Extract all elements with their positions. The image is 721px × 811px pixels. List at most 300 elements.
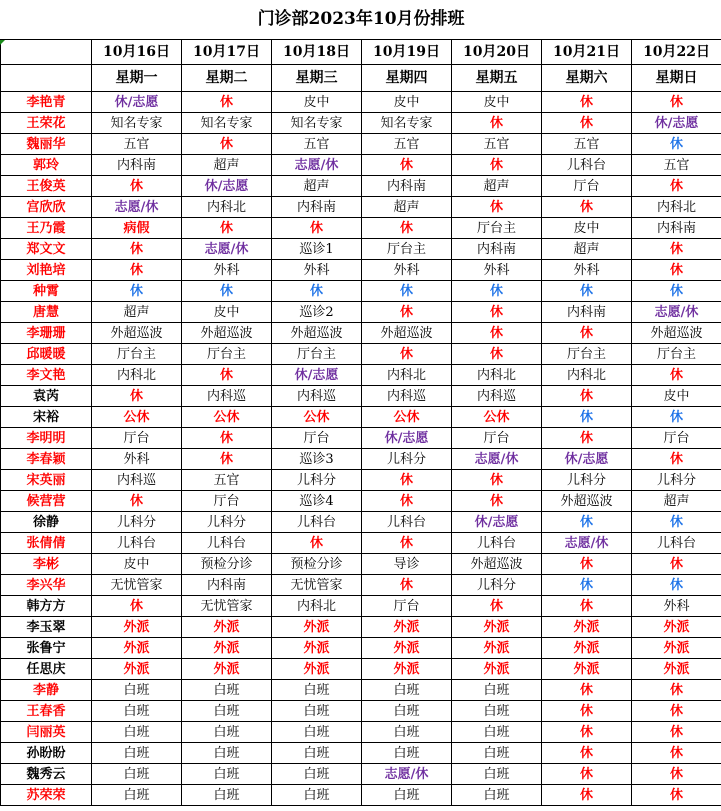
staff-name-cell: 李玉翠 xyxy=(1,617,92,638)
shift-cell: 休 xyxy=(182,134,272,155)
shift-cell: 休 xyxy=(632,722,721,743)
shift-cell: 白班 xyxy=(92,701,182,722)
shift-cell: 休 xyxy=(542,575,632,596)
table-row xyxy=(1,239,721,260)
table-row xyxy=(1,176,721,197)
shift-cell: 白班 xyxy=(92,743,182,764)
staff-name-cell: 李珊珊 xyxy=(1,323,92,344)
shift-cell: 休 xyxy=(632,365,721,386)
shift-cell: 休 xyxy=(542,596,632,617)
shift-cell: 休 xyxy=(542,197,632,218)
shift-cell: 休 xyxy=(362,281,452,302)
shift-cell: 休 xyxy=(452,155,542,176)
weekday-header-cell: 星期三 xyxy=(272,65,362,92)
shift-cell: 超声 xyxy=(452,176,542,197)
shift-cell: 皮中 xyxy=(182,302,272,323)
shift-cell: 休/志愿 xyxy=(632,113,721,134)
shift-cell: 儿科台 xyxy=(632,533,721,554)
table-row xyxy=(1,113,721,134)
shift-cell: 儿科台 xyxy=(182,533,272,554)
shift-cell: 公休 xyxy=(452,407,542,428)
weekday-header-cell: 星期二 xyxy=(182,65,272,92)
shift-cell: 休 xyxy=(632,407,721,428)
staff-name-cell: 宫欣欣 xyxy=(1,197,92,218)
shift-cell: 外科 xyxy=(272,260,362,281)
shift-cell: 皮中 xyxy=(452,92,542,113)
shift-cell: 休 xyxy=(632,743,721,764)
shift-cell: 休 xyxy=(452,323,542,344)
shift-cell: 休 xyxy=(632,449,721,470)
staff-name-cell: 王荣花 xyxy=(1,113,92,134)
shift-cell: 儿科台 xyxy=(362,512,452,533)
shift-cell: 巡诊4 xyxy=(272,491,362,512)
shift-cell: 休 xyxy=(542,554,632,575)
shift-cell: 儿科台 xyxy=(542,155,632,176)
shift-cell: 内科南 xyxy=(452,239,542,260)
shift-cell: 休 xyxy=(632,260,721,281)
shift-cell: 白班 xyxy=(272,743,362,764)
table-row xyxy=(1,344,721,365)
shift-cell: 白班 xyxy=(452,764,542,785)
staff-name-cell: 王乃霞 xyxy=(1,218,92,239)
shift-cell: 休 xyxy=(452,281,542,302)
staff-name-cell: 徐静 xyxy=(1,512,92,533)
staff-name-cell: 李彬 xyxy=(1,554,92,575)
shift-cell: 超声 xyxy=(362,197,452,218)
table-row xyxy=(1,617,721,638)
shift-cell: 厅台主 xyxy=(632,344,721,365)
shift-cell: 休 xyxy=(92,491,182,512)
shift-cell: 厅台主 xyxy=(362,239,452,260)
shift-cell: 休 xyxy=(92,386,182,407)
shift-cell: 外科 xyxy=(452,260,542,281)
shift-cell: 休 xyxy=(632,575,721,596)
shift-cell: 内科北 xyxy=(92,365,182,386)
shift-cell: 休 xyxy=(92,239,182,260)
shift-cell: 休 xyxy=(362,218,452,239)
shift-cell: 白班 xyxy=(272,701,362,722)
shift-cell: 休 xyxy=(182,281,272,302)
shift-cell: 志愿/休 xyxy=(452,449,542,470)
shift-cell: 白班 xyxy=(272,764,362,785)
shift-cell: 超声 xyxy=(632,491,721,512)
shift-cell: 厅台 xyxy=(452,428,542,449)
shift-cell: 无忧管家 xyxy=(92,575,182,596)
shift-cell: 休 xyxy=(92,176,182,197)
corner-cell xyxy=(1,40,92,65)
shift-cell: 厅台 xyxy=(272,428,362,449)
shift-cell: 知名专家 xyxy=(182,113,272,134)
staff-name-cell: 张鲁宁 xyxy=(1,638,92,659)
shift-cell: 外派 xyxy=(182,617,272,638)
shift-cell: 休 xyxy=(362,344,452,365)
shift-cell: 儿科台 xyxy=(272,512,362,533)
table-row xyxy=(1,512,721,533)
table-row xyxy=(1,785,721,806)
shift-cell: 白班 xyxy=(182,764,272,785)
date-header-cell: 10月18日 xyxy=(272,40,362,65)
shift-cell: 外派 xyxy=(182,638,272,659)
shift-cell: 休/志愿 xyxy=(182,176,272,197)
sheet-title: 门诊部2023年10月份排班 xyxy=(1,0,721,40)
staff-name-cell: 李明明 xyxy=(1,428,92,449)
shift-cell: 厅台主 xyxy=(452,218,542,239)
shift-cell: 五官 xyxy=(92,134,182,155)
shift-cell: 外派 xyxy=(452,638,542,659)
shift-cell: 外派 xyxy=(362,638,452,659)
shift-cell: 厅台 xyxy=(542,176,632,197)
shift-cell: 五官 xyxy=(452,134,542,155)
shift-cell: 休 xyxy=(272,218,362,239)
shift-cell: 公休 xyxy=(362,407,452,428)
shift-cell: 志愿/休 xyxy=(542,533,632,554)
staff-name-cell: 苏荣荣 xyxy=(1,785,92,806)
table-row xyxy=(1,743,721,764)
shift-cell: 外派 xyxy=(92,638,182,659)
table-row xyxy=(1,92,721,113)
shift-cell: 皮中 xyxy=(92,554,182,575)
staff-name-cell: 郭玲 xyxy=(1,155,92,176)
shift-cell: 外派 xyxy=(632,617,721,638)
shift-cell: 休 xyxy=(92,281,182,302)
shift-cell: 休 xyxy=(542,701,632,722)
shift-cell: 皮中 xyxy=(272,92,362,113)
shift-cell: 休 xyxy=(92,260,182,281)
table-row xyxy=(1,134,721,155)
table-row xyxy=(1,197,721,218)
shift-cell: 休 xyxy=(542,113,632,134)
shift-cell: 厅台 xyxy=(182,491,272,512)
shift-cell: 休 xyxy=(632,176,721,197)
shift-cell: 外超巡波 xyxy=(542,491,632,512)
table-row xyxy=(1,428,721,449)
shift-cell: 无忧管家 xyxy=(182,596,272,617)
shift-cell: 儿科台 xyxy=(92,533,182,554)
table-row xyxy=(1,575,721,596)
shift-cell: 休 xyxy=(182,428,272,449)
shift-cell: 外科 xyxy=(362,260,452,281)
shift-cell: 五官 xyxy=(542,134,632,155)
shift-cell: 厅台 xyxy=(92,428,182,449)
staff-name-cell: 宋英丽 xyxy=(1,470,92,491)
shift-cell: 外科 xyxy=(542,260,632,281)
shift-cell: 内科巡 xyxy=(452,386,542,407)
staff-name-cell: 刘艳培 xyxy=(1,260,92,281)
shift-cell: 外派 xyxy=(92,617,182,638)
staff-name-cell: 魏秀云 xyxy=(1,764,92,785)
shift-cell: 内科北 xyxy=(542,365,632,386)
shift-cell: 休 xyxy=(542,743,632,764)
shift-cell: 公休 xyxy=(92,407,182,428)
shift-cell: 白班 xyxy=(452,722,542,743)
shift-cell: 休 xyxy=(632,554,721,575)
shift-cell: 白班 xyxy=(272,680,362,701)
weekday-header-cell: 星期六 xyxy=(542,65,632,92)
shift-cell: 白班 xyxy=(182,680,272,701)
shift-cell: 外派 xyxy=(272,659,362,680)
shift-cell: 休 xyxy=(362,470,452,491)
staff-name-cell: 李兴华 xyxy=(1,575,92,596)
shift-cell: 外派 xyxy=(182,659,272,680)
corner-cell xyxy=(1,65,92,92)
date-header-row xyxy=(1,40,721,65)
shift-cell: 休/志愿 xyxy=(92,92,182,113)
shift-cell: 休 xyxy=(452,491,542,512)
staff-name-cell: 闫丽英 xyxy=(1,722,92,743)
table-row xyxy=(1,386,721,407)
weekday-header-cell: 星期日 xyxy=(632,65,721,92)
shift-cell: 白班 xyxy=(272,722,362,743)
date-header-cell: 10月22日 xyxy=(632,40,721,65)
shift-cell: 超声 xyxy=(272,176,362,197)
shift-cell: 白班 xyxy=(182,722,272,743)
staff-name-cell: 宋裕 xyxy=(1,407,92,428)
shift-cell: 内科巡 xyxy=(92,470,182,491)
shift-cell: 休 xyxy=(632,134,721,155)
shift-cell: 白班 xyxy=(362,701,452,722)
shift-cell: 休 xyxy=(362,302,452,323)
shift-cell: 五官 xyxy=(632,155,721,176)
staff-name-cell: 袁芮 xyxy=(1,386,92,407)
shift-cell: 白班 xyxy=(92,785,182,806)
shift-cell: 儿科台 xyxy=(452,533,542,554)
table-row xyxy=(1,260,721,281)
shift-cell: 外派 xyxy=(362,617,452,638)
shift-cell: 休 xyxy=(632,680,721,701)
table-row xyxy=(1,365,721,386)
weekday-header-row xyxy=(1,65,721,92)
shift-cell: 休 xyxy=(452,302,542,323)
table-row xyxy=(1,554,721,575)
shift-cell: 休 xyxy=(182,449,272,470)
shift-cell: 休 xyxy=(632,239,721,260)
weekday-header-cell: 星期一 xyxy=(92,65,182,92)
staff-name-cell: 唐慧 xyxy=(1,302,92,323)
shift-cell: 休 xyxy=(542,764,632,785)
shift-cell: 无忧管家 xyxy=(272,575,362,596)
staff-name-cell: 李静 xyxy=(1,680,92,701)
shift-cell: 外科 xyxy=(632,596,721,617)
table-row xyxy=(1,680,721,701)
shift-cell: 休 xyxy=(362,155,452,176)
shift-cell: 白班 xyxy=(182,743,272,764)
shift-cell: 休 xyxy=(542,281,632,302)
shift-cell: 休 xyxy=(452,344,542,365)
shift-cell: 白班 xyxy=(362,722,452,743)
shift-cell: 休/志愿 xyxy=(272,365,362,386)
staff-name-cell: 李春颖 xyxy=(1,449,92,470)
shift-cell: 巡诊3 xyxy=(272,449,362,470)
shift-cell: 公休 xyxy=(182,407,272,428)
shift-cell: 外派 xyxy=(362,659,452,680)
shift-cell: 内科巡 xyxy=(362,386,452,407)
staff-name-cell: 任思庆 xyxy=(1,659,92,680)
shift-cell: 白班 xyxy=(92,764,182,785)
shift-cell: 休 xyxy=(632,281,721,302)
shift-cell: 内科南 xyxy=(362,176,452,197)
shift-cell: 儿科分 xyxy=(362,449,452,470)
shift-cell: 休 xyxy=(362,533,452,554)
shift-cell: 休 xyxy=(632,701,721,722)
shift-cell: 内科北 xyxy=(452,365,542,386)
shift-cell: 休 xyxy=(542,680,632,701)
shift-cell: 休 xyxy=(542,512,632,533)
staff-name-cell: 种霄 xyxy=(1,281,92,302)
shift-cell: 休 xyxy=(182,365,272,386)
shift-cell: 志愿/休 xyxy=(92,197,182,218)
shift-cell: 外派 xyxy=(452,659,542,680)
shift-cell: 厅台 xyxy=(632,428,721,449)
shift-cell: 外科 xyxy=(182,260,272,281)
shift-cell: 外派 xyxy=(632,659,721,680)
shift-cell: 白班 xyxy=(182,701,272,722)
shift-cell: 病假 xyxy=(92,218,182,239)
shift-cell: 志愿/休 xyxy=(362,764,452,785)
table-row xyxy=(1,701,721,722)
shift-cell: 外超巡波 xyxy=(632,323,721,344)
staff-name-cell: 李艳青 xyxy=(1,92,92,113)
table-row xyxy=(1,659,721,680)
shift-cell: 儿科分 xyxy=(542,470,632,491)
shift-cell: 休 xyxy=(182,92,272,113)
shift-cell: 外超巡波 xyxy=(362,323,452,344)
shift-cell: 休 xyxy=(362,575,452,596)
shift-cell: 内科南 xyxy=(92,155,182,176)
shift-cell: 外派 xyxy=(542,638,632,659)
shift-cell: 巡诊1 xyxy=(272,239,362,260)
shift-cell: 超声 xyxy=(182,155,272,176)
shift-cell: 儿科分 xyxy=(92,512,182,533)
shift-cell: 外派 xyxy=(542,617,632,638)
shift-cell: 休 xyxy=(542,722,632,743)
shift-cell: 厅台主 xyxy=(92,344,182,365)
table-row xyxy=(1,470,721,491)
shift-cell: 内科北 xyxy=(362,365,452,386)
staff-name-cell: 张倩倩 xyxy=(1,533,92,554)
shift-cell: 内科北 xyxy=(632,197,721,218)
staff-name-cell: 王俊英 xyxy=(1,176,92,197)
shift-cell: 白班 xyxy=(452,785,542,806)
shift-cell: 外派 xyxy=(272,638,362,659)
date-header-cell: 10月17日 xyxy=(182,40,272,65)
date-header-cell: 10月20日 xyxy=(452,40,542,65)
shift-cell: 志愿/休 xyxy=(632,302,721,323)
shift-cell: 志愿/休 xyxy=(272,155,362,176)
shift-cell: 内科南 xyxy=(182,575,272,596)
shift-cell: 白班 xyxy=(362,680,452,701)
shift-cell: 白班 xyxy=(182,785,272,806)
shift-cell: 预检分诊 xyxy=(182,554,272,575)
shift-cell: 休 xyxy=(542,386,632,407)
shift-cell: 知名专家 xyxy=(272,113,362,134)
shift-cell: 巡诊2 xyxy=(272,302,362,323)
shift-cell: 内科巡 xyxy=(272,386,362,407)
cell-comment-indicator-icon xyxy=(0,40,5,45)
shift-cell: 五官 xyxy=(272,134,362,155)
shift-cell: 休 xyxy=(452,197,542,218)
weekday-header-cell: 星期四 xyxy=(362,65,452,92)
shift-cell: 五官 xyxy=(182,470,272,491)
shift-cell: 厅台 xyxy=(362,596,452,617)
shift-cell: 公休 xyxy=(272,407,362,428)
shift-cell: 休 xyxy=(182,218,272,239)
shift-cell: 外科 xyxy=(92,449,182,470)
shift-cell: 皮中 xyxy=(542,218,632,239)
shift-cell: 休 xyxy=(362,491,452,512)
shift-cell: 内科巡 xyxy=(182,386,272,407)
shift-cell: 外派 xyxy=(92,659,182,680)
shift-cell: 休 xyxy=(452,113,542,134)
staff-name-cell: 候营营 xyxy=(1,491,92,512)
table-row xyxy=(1,638,721,659)
shift-cell: 儿科分 xyxy=(452,575,542,596)
shift-cell: 超声 xyxy=(92,302,182,323)
shift-cell: 知名专家 xyxy=(92,113,182,134)
shift-cell: 内科南 xyxy=(542,302,632,323)
shift-cell: 休 xyxy=(632,764,721,785)
shift-cell: 内科北 xyxy=(272,596,362,617)
shift-cell: 外超巡波 xyxy=(452,554,542,575)
shift-cell: 白班 xyxy=(92,722,182,743)
staff-name-cell: 孙盼盼 xyxy=(1,743,92,764)
title-row xyxy=(1,0,721,40)
shift-cell: 休 xyxy=(452,596,542,617)
shift-cell: 白班 xyxy=(452,701,542,722)
shift-cell: 休 xyxy=(542,785,632,806)
shift-cell: 皮中 xyxy=(362,92,452,113)
date-header-cell: 10月19日 xyxy=(362,40,452,65)
shift-cell: 外超巡波 xyxy=(182,323,272,344)
shift-cell: 休 xyxy=(632,512,721,533)
shift-cell: 外派 xyxy=(272,617,362,638)
shift-cell: 外超巡波 xyxy=(272,323,362,344)
shift-cell: 休/志愿 xyxy=(362,428,452,449)
shift-cell: 内科南 xyxy=(632,218,721,239)
date-header-cell: 10月16日 xyxy=(92,40,182,65)
shift-cell: 外派 xyxy=(452,617,542,638)
table-row xyxy=(1,323,721,344)
shift-cell: 五官 xyxy=(362,134,452,155)
shift-cell: 白班 xyxy=(272,785,362,806)
shift-cell: 休 xyxy=(542,323,632,344)
shift-cell: 休 xyxy=(632,92,721,113)
shift-cell: 休 xyxy=(632,785,721,806)
shift-cell: 超声 xyxy=(542,239,632,260)
shift-cell: 内科北 xyxy=(182,197,272,218)
shift-cell: 外派 xyxy=(632,638,721,659)
shift-cell: 休 xyxy=(92,596,182,617)
shift-cell: 儿科分 xyxy=(632,470,721,491)
table-row xyxy=(1,491,721,512)
table-row xyxy=(1,764,721,785)
shift-cell: 白班 xyxy=(452,680,542,701)
shift-cell: 知名专家 xyxy=(362,113,452,134)
table-row xyxy=(1,722,721,743)
date-header-cell: 10月21日 xyxy=(542,40,632,65)
table-row xyxy=(1,281,721,302)
shift-cell: 白班 xyxy=(92,680,182,701)
shift-cell: 休 xyxy=(272,533,362,554)
shift-cell: 休 xyxy=(542,428,632,449)
shift-cell: 内科南 xyxy=(272,197,362,218)
staff-name-cell: 韩方方 xyxy=(1,596,92,617)
shift-cell: 儿科分 xyxy=(272,470,362,491)
shift-cell: 休/志愿 xyxy=(542,449,632,470)
staff-name-cell: 魏丽华 xyxy=(1,134,92,155)
staff-name-cell: 郑文文 xyxy=(1,239,92,260)
table-row xyxy=(1,533,721,554)
table-row xyxy=(1,218,721,239)
